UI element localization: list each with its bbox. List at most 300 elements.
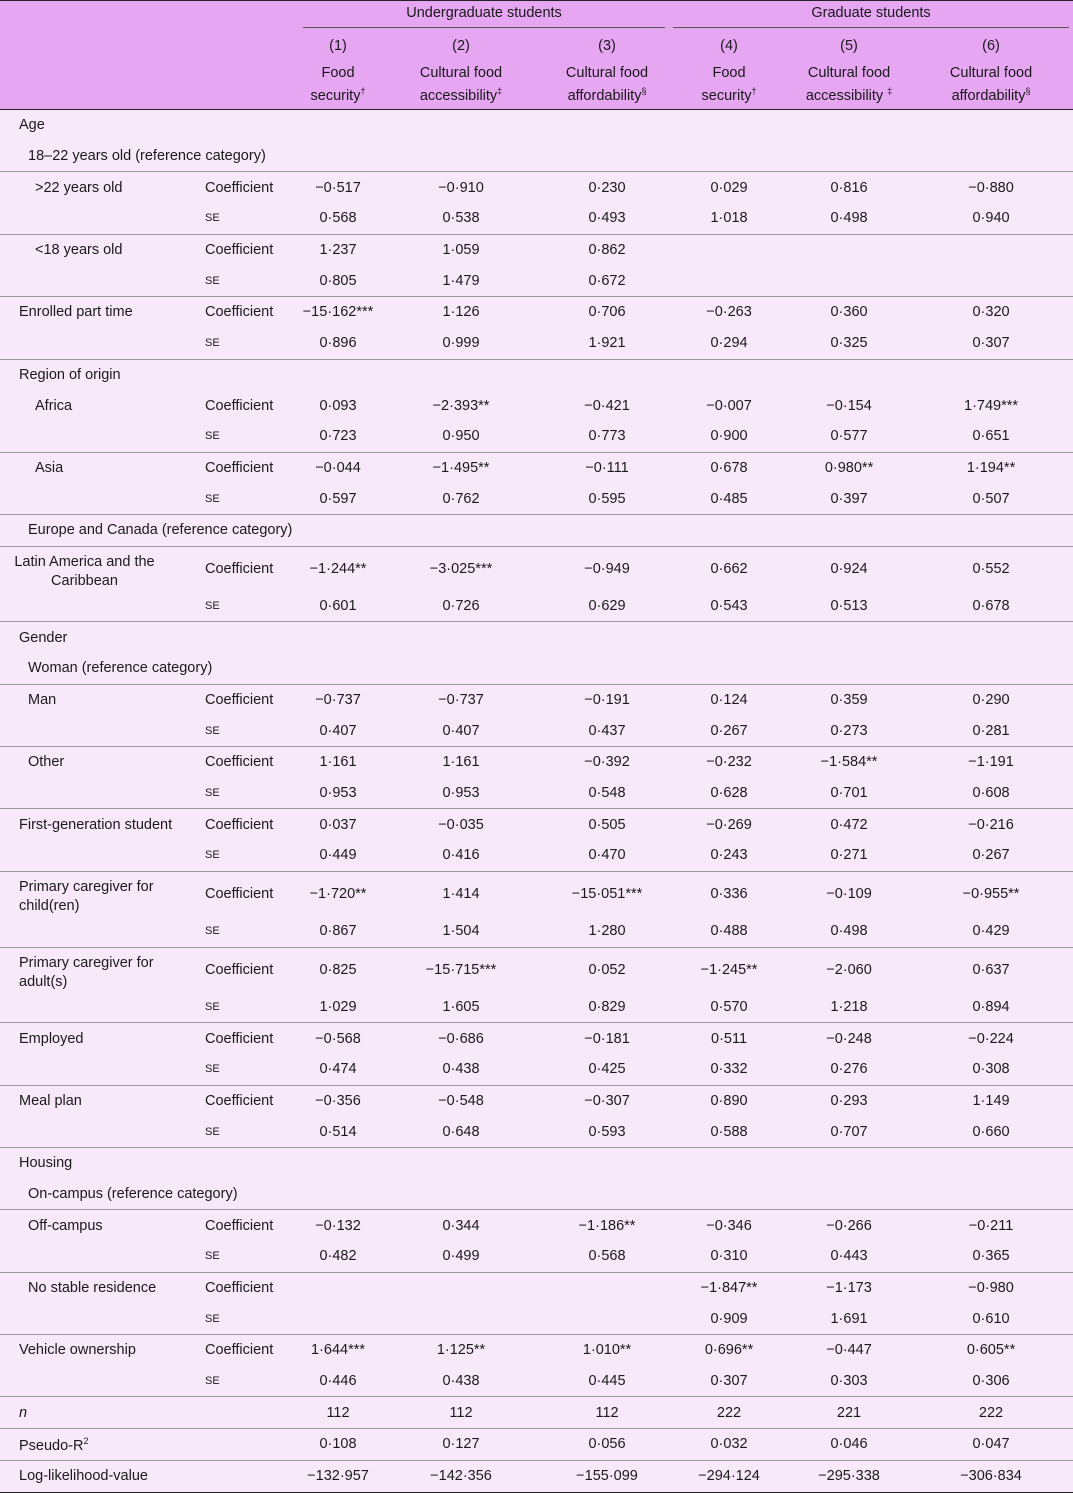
col-number: (5) — [840, 37, 858, 54]
stat-type: Coefficient — [205, 754, 274, 771]
stat-type: SE — [199, 1054, 299, 1085]
row-label-text: Region of origin — [19, 366, 121, 383]
value-cell — [545, 1147, 669, 1178]
value-cell: 1·029 — [299, 992, 377, 1023]
value-cell: 0·538 — [377, 203, 545, 234]
value-cell: 0·307 — [669, 1366, 789, 1397]
value-cell: 0·267 — [909, 840, 1073, 871]
value-cell: 0·953 — [377, 778, 545, 809]
stat-type — [199, 359, 299, 390]
value-cell: 1·126 — [442, 304, 480, 321]
value-cell: 0·570 — [669, 992, 789, 1023]
value-cell: 0·437 — [545, 715, 669, 746]
value-cell: 222 — [909, 1397, 1073, 1429]
value-cell: 0·425 — [545, 1054, 669, 1085]
stat-type: Coefficient — [205, 179, 274, 196]
value-cell: 0·498 — [789, 916, 909, 947]
value-cell: 0·672 — [545, 265, 669, 296]
value-cell: 0·862 — [588, 242, 626, 259]
row-label-text: >22 years old — [35, 179, 123, 196]
value-cell — [545, 359, 669, 390]
table-row — [0, 483, 1073, 514]
value-cell: −15·162*** — [302, 304, 374, 321]
row-label-text: Housing — [19, 1155, 73, 1172]
row-label — [0, 947, 199, 992]
value-cell: 0·568 — [299, 203, 377, 234]
col-label-footnote-mark: ‡ — [497, 85, 503, 96]
row-label-text: n — [19, 1404, 28, 1421]
value-cell: 1·691 — [789, 1303, 909, 1334]
row-label — [0, 110, 199, 141]
value-cell: 0·485 — [669, 483, 789, 514]
stat-type: Coefficient — [205, 816, 274, 833]
table-row — [0, 1460, 1073, 1492]
value-cell — [669, 622, 789, 653]
value-cell: −0·191 — [584, 692, 630, 709]
value-cell: 0·294 — [669, 328, 789, 359]
value-cell: 0·281 — [909, 715, 1073, 746]
value-cell: 1·504 — [377, 916, 545, 947]
value-cell — [377, 1179, 545, 1210]
value-cell: 0·593 — [545, 1116, 669, 1147]
table-row — [0, 1179, 1073, 1210]
value-cell: 1·414 — [442, 885, 480, 902]
table-row — [0, 234, 1073, 265]
value-cell: 0·446 — [299, 1366, 377, 1397]
value-cell: 0·416 — [377, 840, 545, 871]
table-row — [0, 1023, 1073, 1054]
value-cell: 1·149 — [972, 1092, 1010, 1109]
value-cell: 0·443 — [789, 1241, 909, 1272]
value-cell: 0·273 — [789, 715, 909, 746]
value-cell — [377, 653, 545, 684]
value-cell: 0·336 — [710, 885, 748, 902]
row-label — [0, 1210, 199, 1241]
value-cell: 1·749*** — [964, 397, 1019, 414]
value-cell: 0·568 — [545, 1241, 669, 1272]
stat-type — [199, 622, 299, 653]
col-label-footnote-mark: § — [641, 85, 647, 96]
row-label — [0, 778, 199, 809]
row-label — [0, 203, 199, 234]
col-label-line1: Food — [321, 64, 355, 81]
value-cell: 0·470 — [545, 840, 669, 871]
value-cell: 0·276 — [789, 1054, 909, 1085]
stat-type — [199, 653, 299, 684]
table-row — [0, 653, 1073, 684]
value-cell: 0·474 — [299, 1054, 377, 1085]
value-cell — [909, 1179, 1073, 1210]
value-cell: 0·310 — [669, 1241, 789, 1272]
row-label-text: Other — [28, 754, 65, 771]
value-cell: −2·393** — [432, 397, 490, 414]
stat-type: SE — [199, 1303, 299, 1334]
row-label — [0, 141, 266, 172]
value-cell: 1·010** — [582, 1342, 632, 1359]
row-label-text: Meal plan — [19, 1092, 82, 1109]
row-label-text: Man — [28, 692, 57, 709]
undergrad-group-header — [299, 1, 669, 33]
value-cell — [669, 110, 789, 141]
value-cell — [669, 1147, 789, 1178]
value-cell — [299, 141, 377, 172]
value-cell — [377, 359, 545, 390]
value-cell: 0·472 — [830, 816, 868, 833]
col-number: (6) — [982, 37, 1000, 54]
value-cell: −1·191 — [968, 754, 1014, 771]
row-label-text: Primary caregiver for child(ren) — [19, 878, 154, 914]
stat-type: Coefficient — [205, 1217, 274, 1234]
value-cell: −0·248 — [826, 1030, 872, 1047]
value-cell: 0·588 — [669, 1116, 789, 1147]
value-cell: 0·548 — [545, 778, 669, 809]
col-label-footnote-mark: † — [360, 85, 366, 96]
value-cell: 0·762 — [377, 483, 545, 514]
stat-type: SE — [199, 265, 299, 296]
value-cell: −0·356 — [315, 1092, 361, 1109]
value-cell — [669, 141, 789, 172]
value-cell — [299, 514, 377, 546]
grad-group-label: Graduate students — [673, 5, 1069, 28]
row-label — [0, 514, 293, 546]
value-cell: 0·662 — [710, 560, 748, 577]
col-label — [545, 59, 669, 110]
value-cell: 0·365 — [909, 1241, 1073, 1272]
value-cell: −0·910 — [438, 179, 484, 196]
col-label — [377, 59, 545, 110]
value-cell: 0·867 — [299, 916, 377, 947]
table-row — [0, 421, 1073, 452]
value-cell: 0·397 — [789, 483, 909, 514]
table-row — [0, 1335, 1073, 1366]
value-cell: −306·834 — [909, 1460, 1073, 1492]
value-cell: −1·847** — [700, 1280, 758, 1297]
value-cell — [789, 514, 909, 546]
value-cell: 0·678 — [909, 591, 1073, 622]
value-cell: 0·999 — [377, 328, 545, 359]
value-cell: −0·737 — [315, 692, 361, 709]
stat-type: Coefficient — [205, 1280, 274, 1297]
value-cell: 0·230 — [588, 179, 626, 196]
table-row — [0, 1085, 1073, 1116]
value-cell — [669, 265, 789, 296]
value-cell: 0·909 — [669, 1303, 789, 1334]
stat-type: SE — [199, 916, 299, 947]
value-cell: 0·648 — [377, 1116, 545, 1147]
value-cell: 0·707 — [789, 1116, 909, 1147]
value-cell: 0·493 — [545, 203, 669, 234]
value-cell: 0·816 — [830, 179, 868, 196]
table-row — [0, 1429, 1073, 1461]
value-cell — [909, 110, 1073, 141]
col-label — [669, 59, 789, 110]
value-cell — [669, 653, 789, 684]
stat-type: Coefficient — [205, 397, 274, 414]
value-cell — [545, 141, 669, 172]
value-cell — [909, 514, 1073, 546]
value-cell: −2·060 — [826, 961, 872, 978]
value-cell — [789, 1147, 909, 1178]
row-label — [0, 622, 199, 653]
stat-type: SE — [199, 421, 299, 452]
value-cell: −0·737 — [438, 692, 484, 709]
value-cell: −0·266 — [826, 1217, 872, 1234]
stat-type: Coefficient — [205, 560, 274, 577]
value-cell: 0·332 — [669, 1054, 789, 1085]
value-cell — [377, 110, 545, 141]
value-cell: 0·940 — [909, 203, 1073, 234]
value-cell: 1·125** — [436, 1342, 486, 1359]
stat-type: SE — [199, 1241, 299, 1272]
row-label-text: Latin America and the Caribbean — [14, 553, 155, 589]
stat-type — [199, 110, 299, 141]
table-row — [0, 1210, 1073, 1241]
row-label-text: Gender — [19, 629, 68, 646]
value-cell: 0·498 — [789, 203, 909, 234]
header-number-row — [0, 32, 1073, 59]
value-cell: 0·701 — [789, 778, 909, 809]
value-cell: 0·896 — [299, 328, 377, 359]
value-cell: 0·303 — [789, 1366, 909, 1397]
value-cell: 0·637 — [972, 961, 1010, 978]
value-cell: 0·597 — [299, 483, 377, 514]
row-label — [0, 1272, 199, 1303]
stat-type: SE — [199, 328, 299, 359]
value-cell: 1·237 — [319, 242, 357, 259]
table-row — [0, 591, 1073, 622]
value-cell — [377, 514, 545, 546]
stat-type — [199, 1429, 299, 1461]
col-label-line2: affordability — [567, 87, 642, 104]
value-cell: −15·051*** — [571, 885, 643, 902]
value-cell — [545, 1272, 669, 1303]
value-cell: 0·052 — [588, 961, 626, 978]
value-cell — [545, 1179, 669, 1210]
value-cell: 1·921 — [545, 328, 669, 359]
row-label-text: Off-campus — [28, 1217, 103, 1234]
row-label — [0, 1335, 199, 1366]
value-cell: 0·359 — [830, 692, 868, 709]
value-cell — [377, 141, 545, 172]
value-cell: 0·046 — [789, 1429, 909, 1461]
value-cell — [299, 1179, 377, 1210]
table-row — [0, 622, 1073, 653]
value-cell: 0·900 — [669, 421, 789, 452]
value-cell — [909, 1147, 1073, 1178]
value-cell: −1·584** — [820, 754, 878, 771]
row-label — [0, 1303, 199, 1334]
value-cell: −1·495** — [432, 459, 490, 476]
value-cell: −1·173 — [826, 1280, 872, 1297]
row-label-text: Primary caregiver for adult(s) — [19, 954, 154, 990]
row-label-text: Pseudo-R — [19, 1437, 84, 1454]
stat-type: Coefficient — [205, 304, 274, 321]
value-cell: −0·211 — [968, 1217, 1014, 1234]
value-cell: 0·407 — [299, 715, 377, 746]
value-cell: 1·644*** — [310, 1342, 365, 1359]
row-label-superscript: 2 — [83, 1435, 89, 1446]
value-cell: 0·267 — [669, 715, 789, 746]
value-cell: 0·513 — [789, 591, 909, 622]
value-cell: 0·029 — [710, 179, 748, 196]
value-cell: 0·651 — [909, 421, 1073, 452]
table-row — [0, 203, 1073, 234]
stat-type: SE — [199, 992, 299, 1023]
stat-type: SE — [199, 203, 299, 234]
value-cell: 0·706 — [588, 304, 626, 321]
value-cell: −0·154 — [826, 397, 872, 414]
row-label — [0, 172, 199, 203]
row-label-text: Africa — [35, 397, 73, 414]
value-cell: 0·608 — [909, 778, 1073, 809]
col-label-line1: Cultural food — [949, 64, 1033, 81]
value-cell: −0·007 — [706, 397, 752, 414]
value-cell: −0·307 — [584, 1092, 630, 1109]
value-cell: 0·678 — [710, 459, 748, 476]
value-cell: −155·099 — [545, 1460, 669, 1492]
value-cell: 1·018 — [669, 203, 789, 234]
value-cell: 0·290 — [972, 692, 1010, 709]
row-label — [0, 1366, 199, 1397]
value-cell: −1·245** — [700, 961, 758, 978]
row-label — [0, 1241, 199, 1272]
value-cell: 0·308 — [909, 1054, 1073, 1085]
row-label-text: First-generation student — [19, 816, 173, 833]
value-cell: −0·548 — [438, 1092, 484, 1109]
stat-type: SE — [199, 1116, 299, 1147]
stat-type: SE — [199, 715, 299, 746]
value-cell — [909, 234, 1073, 265]
col-label-line1: Cultural food — [565, 64, 649, 81]
value-cell: −0·517 — [315, 179, 361, 196]
value-cell: 0·124 — [710, 692, 748, 709]
row-label — [0, 1429, 199, 1461]
col-label-footnote-mark: § — [1025, 85, 1031, 96]
value-cell: 0·924 — [830, 560, 868, 577]
row-label-text: Log-likelihood-value — [19, 1468, 148, 1485]
value-cell: 1·218 — [789, 992, 909, 1023]
stat-type: SE — [199, 591, 299, 622]
value-cell: 0·407 — [377, 715, 545, 746]
col-number: (4) — [720, 37, 738, 54]
value-cell — [299, 1303, 377, 1334]
value-cell: 221 — [789, 1397, 909, 1429]
value-cell: −0·568 — [315, 1030, 361, 1047]
stat-type: SE — [199, 1366, 299, 1397]
value-cell: 0·825 — [319, 961, 357, 978]
value-cell: 0·093 — [319, 397, 357, 414]
value-cell: 0·773 — [545, 421, 669, 452]
value-cell: 0·127 — [377, 1429, 545, 1461]
col-label — [789, 59, 909, 110]
row-label — [0, 452, 199, 483]
row-label — [0, 1397, 199, 1429]
table-row — [0, 328, 1073, 359]
value-cell: 0·552 — [972, 560, 1010, 577]
value-cell: 1·605 — [377, 992, 545, 1023]
value-cell: 222 — [669, 1397, 789, 1429]
value-cell: 1·161 — [442, 754, 480, 771]
stat-type — [199, 1460, 299, 1492]
row-label-text: Enrolled part time — [19, 304, 133, 321]
row-label — [0, 653, 213, 684]
row-label — [0, 809, 199, 840]
stat-type: Coefficient — [205, 1030, 274, 1047]
row-label-text: <18 years old — [35, 242, 123, 259]
table-row — [0, 684, 1073, 715]
value-cell: 0·950 — [377, 421, 545, 452]
value-cell — [789, 359, 909, 390]
value-cell — [545, 514, 669, 546]
col-label-line1: Cultural food — [807, 64, 891, 81]
value-cell — [789, 110, 909, 141]
value-cell — [545, 1303, 669, 1334]
col-label-line2: accessibility — [805, 87, 888, 104]
table-body — [0, 110, 1073, 1493]
table-row — [0, 947, 1073, 992]
table-row — [0, 1116, 1073, 1147]
row-label — [0, 546, 199, 591]
value-cell: −0·132 — [315, 1217, 361, 1234]
value-cell — [545, 110, 669, 141]
value-cell: 0·445 — [545, 1366, 669, 1397]
value-cell — [377, 1147, 545, 1178]
col-label-line2: accessibility — [419, 87, 498, 104]
value-cell: 0·482 — [299, 1241, 377, 1272]
value-cell: 0·726 — [377, 591, 545, 622]
row-label — [0, 916, 199, 947]
value-cell — [669, 359, 789, 390]
col-label — [299, 59, 377, 110]
value-cell: 0·511 — [711, 1030, 748, 1047]
col-label-line2: security — [310, 87, 361, 104]
value-cell: 1·194** — [966, 459, 1016, 476]
value-cell: 1·059 — [442, 242, 480, 259]
value-cell — [909, 653, 1073, 684]
row-label — [0, 715, 199, 746]
col-label — [909, 59, 1073, 110]
value-cell: −0·447 — [826, 1342, 872, 1359]
row-label — [0, 1116, 199, 1147]
value-cell: 0·306 — [909, 1366, 1073, 1397]
value-cell: 0·829 — [545, 992, 669, 1023]
table-row — [0, 747, 1073, 778]
value-cell: −0·421 — [584, 397, 630, 414]
table-row — [0, 1147, 1073, 1178]
row-label-text: Employed — [19, 1030, 84, 1047]
value-cell: 0·514 — [299, 1116, 377, 1147]
stat-type: SE — [199, 778, 299, 809]
table-row — [0, 265, 1073, 296]
value-cell — [545, 653, 669, 684]
value-cell: 0·047 — [909, 1429, 1073, 1461]
stat-type: Coefficient — [205, 885, 274, 902]
stat-type: SE — [199, 483, 299, 514]
row-label — [0, 421, 199, 452]
value-cell — [669, 1179, 789, 1210]
value-cell: 0·429 — [909, 916, 1073, 947]
value-cell: −3·025*** — [429, 560, 493, 577]
value-cell — [377, 1303, 545, 1334]
table-row — [0, 172, 1073, 203]
row-label — [0, 1179, 238, 1210]
value-cell: −1·186** — [578, 1217, 636, 1234]
value-cell: −0·109 — [826, 885, 872, 902]
table-row — [0, 916, 1073, 947]
table-row — [0, 715, 1073, 746]
value-cell: −0·035 — [438, 816, 484, 833]
col-label-line1: Food — [712, 64, 746, 81]
